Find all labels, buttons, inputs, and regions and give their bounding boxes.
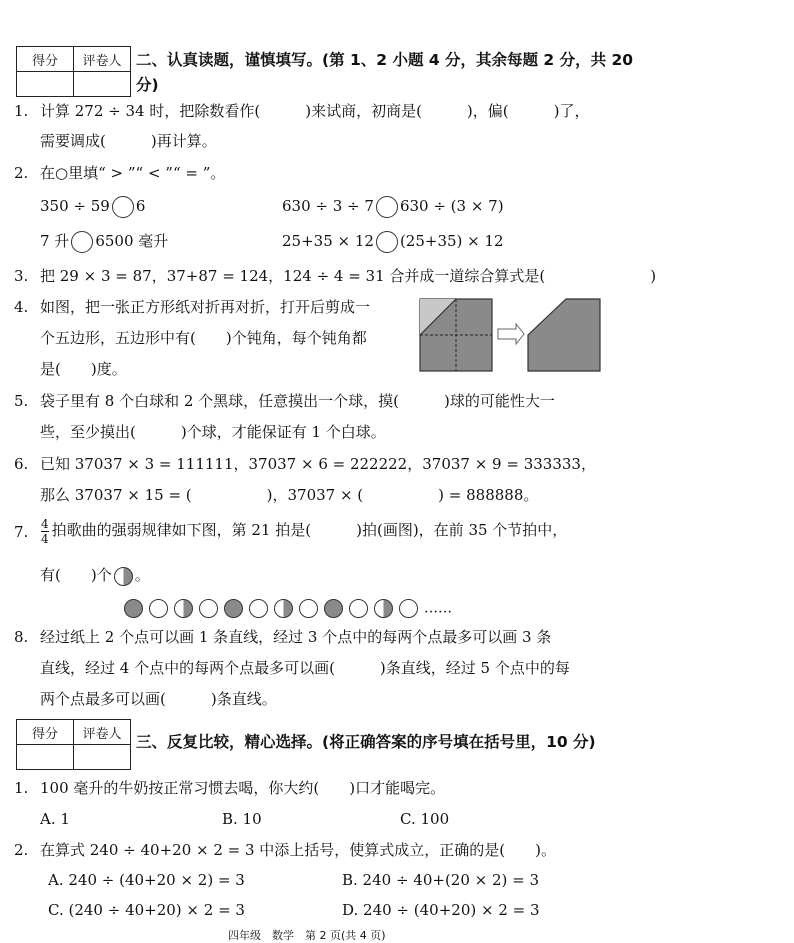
s3-q2-option-c[interactable]: C. (240 ÷ 40+20) × 2 = 3 xyxy=(48,901,245,919)
beat-half-icon xyxy=(274,599,293,618)
half-beat-icon xyxy=(114,567,133,586)
q8-line3: 两个点最多可以画( )条直线。 xyxy=(40,690,277,708)
beat-empty-icon xyxy=(199,599,218,618)
beat-empty-icon xyxy=(349,599,368,618)
q6-line2: 那么 37037 × 15 = ( )，37037 × ( ) = 888888。 xyxy=(40,486,539,504)
q7-number: 7. xyxy=(14,523,29,541)
q2-c-right: 6500 毫升 xyxy=(95,232,169,250)
grader-label: 评卷人 xyxy=(74,720,131,745)
compare-circle-a[interactable] xyxy=(112,196,134,218)
q7-line2 xyxy=(40,565,150,586)
q2-item-d xyxy=(282,231,504,253)
beat-pattern xyxy=(124,598,452,620)
beat-empty-icon xyxy=(249,599,268,618)
beat-full-icon xyxy=(324,599,343,618)
q2-item-c xyxy=(40,231,168,253)
compare-circle-b[interactable] xyxy=(376,196,398,218)
section3-title: 三、反复比较，精心选择。(将正确答案的序号填在括号里，10 分) xyxy=(136,733,596,751)
q8-line1: 经过纸上 2 个点可以画 1 条直线，经过 3 个点中的每两个点最多可以画 3 条 xyxy=(40,628,552,646)
q4-line3: 是( )度。 xyxy=(40,360,127,378)
q5-line1: 袋子里有 8 个白球和 2 个黑球，任意摸出一个球，摸( )球的可能性大一 xyxy=(40,392,555,410)
s3-q2-option-d[interactable]: D. 240 ÷ (40+20) × 2 = 3 xyxy=(342,901,540,919)
s3-q2-number: 2. xyxy=(14,841,29,859)
q7-line1 xyxy=(38,512,567,548)
q2-a-left: 350 ÷ 59 xyxy=(40,197,110,215)
beat-empty-icon xyxy=(299,599,318,618)
q3-number: 3. xyxy=(14,267,29,285)
score-box-section3 xyxy=(16,719,131,770)
q4-line2: 个五边形，五边形中有( )个钝角，每个钝角都 xyxy=(40,329,367,347)
folding-figure xyxy=(418,296,604,374)
q1-line1: 计算 272 ÷ 34 时，把除数看作( )来试商，初商是( )，偏( )了， xyxy=(40,102,590,120)
score-cell[interactable] xyxy=(17,72,74,97)
q2-item-b xyxy=(282,196,504,218)
beat-ellipsis: …… xyxy=(424,600,452,617)
beat-empty-icon xyxy=(149,599,168,618)
compare-circle-d[interactable] xyxy=(376,231,398,253)
q2-b-left: 630 ÷ 3 ÷ 7 xyxy=(282,197,374,215)
s3-q1-option-c[interactable]: C. 100 xyxy=(400,810,450,828)
q8-number: 8. xyxy=(14,628,29,646)
q3-line1: 把 29 × 3 = 87，37+87 = 124，124 ÷ 4 = 31 合并成一道综合算式是( ) xyxy=(40,267,657,285)
q6-number: 6. xyxy=(14,455,29,473)
section2-title: 二、认真读题，谨慎填写。(第 1、2 小题 4 分，其余每题 2 分，共 20 xyxy=(136,51,634,69)
q1-number: 1. xyxy=(14,102,29,120)
score-box-section2 xyxy=(16,46,131,97)
section2-title-cont: 分) xyxy=(136,76,159,94)
s3-q1-option-a[interactable]: A. 1 xyxy=(40,810,70,828)
q5-line2: 些，至少摸出( )个球，才能保证有 1 个白球。 xyxy=(40,423,386,441)
q4-line1: 如图，把一张正方形纸对折再对折，打开后剪成一 xyxy=(40,298,371,316)
q1-line2: 需要调成( )再计算。 xyxy=(40,132,217,150)
q7-text: 拍歌曲的强弱规律如下图，第 21 拍是( )拍(画图)，在前 35 个节拍中， xyxy=(51,521,568,539)
time-signature: $\frac{4}{4}$ xyxy=(41,516,49,546)
grader-cell[interactable] xyxy=(74,745,131,770)
score-label: 得分 xyxy=(17,720,74,745)
q5-number: 5. xyxy=(14,392,29,410)
grader-label: 评卷人 xyxy=(74,47,131,72)
score-cell[interactable] xyxy=(17,745,74,770)
q2-b-right: 630 ÷ (3 × 7) xyxy=(399,197,504,215)
beat-half-icon xyxy=(374,599,393,618)
q7-line2-text: 有( )个 xyxy=(40,566,112,584)
q4-number: 4. xyxy=(14,298,29,316)
grader-cell[interactable] xyxy=(74,72,131,97)
q2-number: 2. xyxy=(14,164,29,182)
s3-q2-text: 在算式 240 ÷ 40+20 × 2 = 3 中添上括号，使算式成立，正确的是( )。 xyxy=(40,841,557,859)
q8-line2: 直线，经过 4 个点中的每两个点最多可以画( )条直线，经过 5 个点中的每 xyxy=(40,659,570,677)
s3-q2-option-b[interactable]: B. 240 ÷ 40+(20 × 2) = 3 xyxy=(342,871,540,889)
s3-q2-option-a[interactable]: A. 240 ÷ (40+20 × 2) = 3 xyxy=(48,871,245,889)
arrow-icon xyxy=(498,324,524,344)
beat-half-icon xyxy=(174,599,193,618)
q7-line2-end: 。 xyxy=(134,566,150,584)
q2-intro: 在○里填“ > ”“ < ”“ = ”。 xyxy=(40,164,226,182)
page-footer: 四年级 数学 第 2 页(共 4 页) xyxy=(228,929,386,942)
q2-item-a xyxy=(40,196,145,218)
s3-q1-number: 1. xyxy=(14,779,29,797)
compare-circle-c[interactable] xyxy=(71,231,93,253)
beat-full-icon xyxy=(124,599,143,618)
score-label: 得分 xyxy=(17,47,74,72)
q6-line1: 已知 37037 × 3 = 111111，37037 × 6 = 222222，37037 × 9 = 333333， xyxy=(40,455,596,473)
beat-full-icon xyxy=(224,599,243,618)
q2-d-left: 25+35 × 12 xyxy=(282,232,374,250)
q2-c-left: 7 升 xyxy=(40,232,70,250)
pentagon-shape xyxy=(528,299,600,371)
q2-d-right: (25+35) × 12 xyxy=(399,232,504,250)
s3-q1-option-b[interactable]: B. 10 xyxy=(222,810,262,828)
beat-empty-icon xyxy=(399,599,418,618)
q2-a-right: 6 xyxy=(135,197,146,215)
s3-q1-text: 100 毫升的牛奶按正常习惯去喝，你大约( )口才能喝完。 xyxy=(40,779,446,797)
